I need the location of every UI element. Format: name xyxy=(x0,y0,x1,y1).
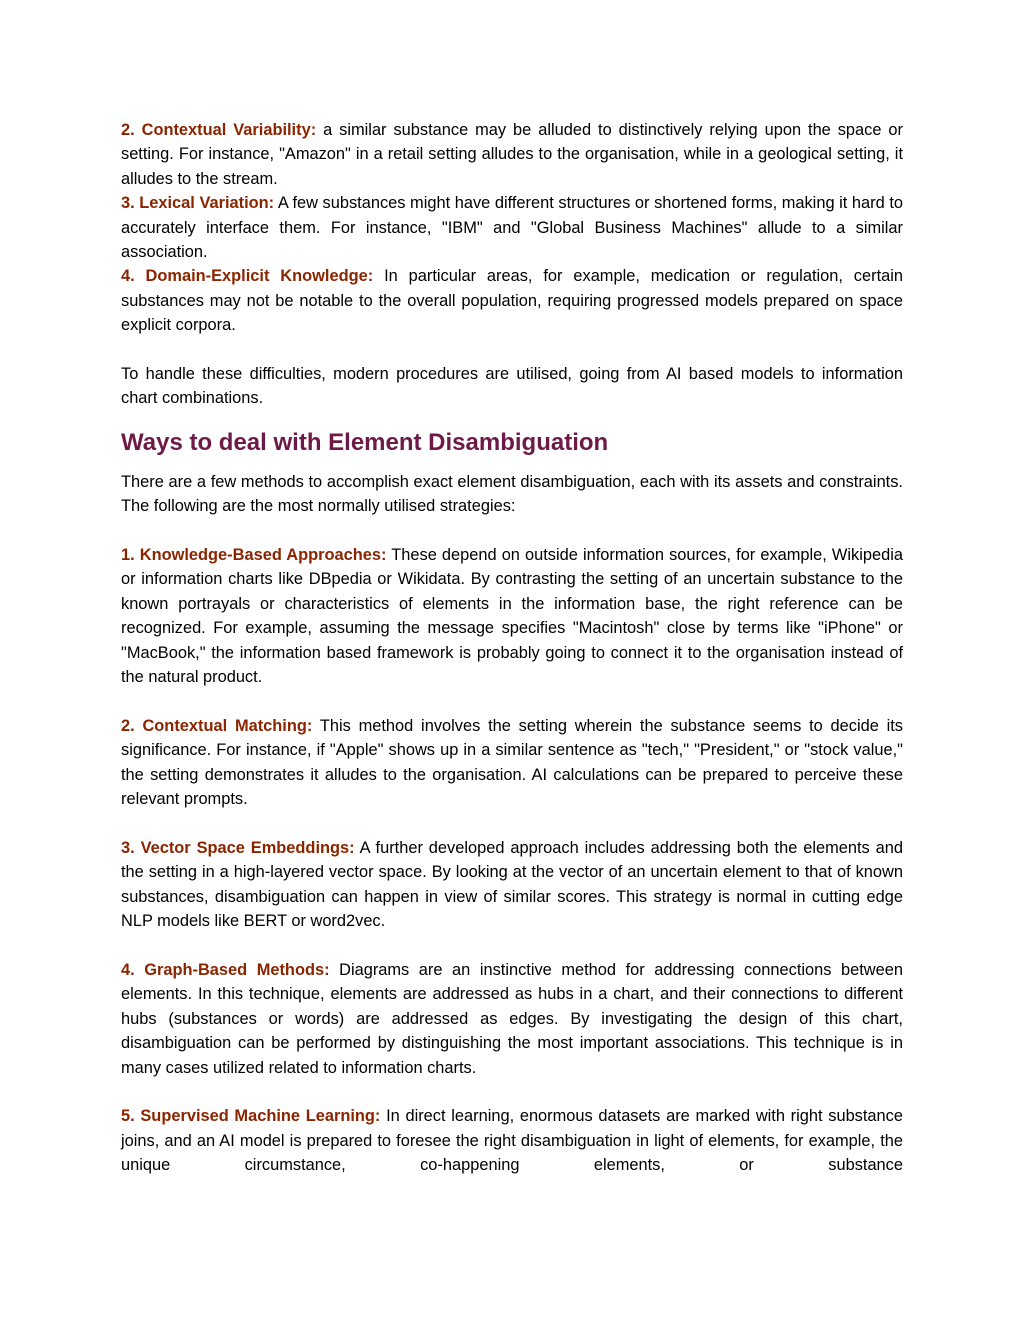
approach-contextual-matching xyxy=(121,714,903,812)
item-text: In direct learning, enormous datasets are marked with right substance joins, and an AI model is prepared to foresee the right disambiguation in light of elements, for example, the unique circumstance, co-happening elements, or substance xyxy=(121,1107,903,1175)
handle-paragraph: To handle these difficulties, modern procedures are utilised, going from AI based models to information chart combinations. xyxy=(121,365,903,408)
challenge-item-lexical-variation xyxy=(121,191,903,264)
approach-knowledge-based xyxy=(121,543,903,689)
item-text: A further developed approach includes addressing both the elements and the setting in a high-layered vector space. By looking at the vector of an uncertain element to that of known substances, disambiguation can happen in view of similar scores. This strategy is normal in cutting edge NLP models like BERT or word2vec. xyxy=(121,838,903,931)
term-label: 3. Vector Space Embeddings: xyxy=(121,838,355,857)
term-label: 2. Contextual Matching: xyxy=(121,716,313,735)
paragraph-gap xyxy=(121,812,903,836)
item-text: a similar substance may be alluded to distinctively relying upon the space or setting. For instance, "Amazon" in a retail setting alludes to the organisation, while in a geological setting, it alludes to the stream. xyxy=(121,121,903,188)
approach-supervised-learning xyxy=(121,1104,903,1177)
item-text: These depend on outside information sources, for example, Wikipedia or information charts like DBpedia or Wikidata. By contrasting the setting of an uncertain substance to the known portrayals or characteristics of elements in the information base, the right reference can be recognized. For example, assuming the message specifies "Macintosh" close by terms like "iPhone" or "MacBook," the information based framework is probably going to connect it to the organisation instead of the natural product. xyxy=(121,546,903,687)
document-page xyxy=(121,118,903,1178)
item-text: In particular areas, for example, medication or regulation, certain substances may not be notable to the overall population, requiring progressed models prepared on space explicit corpora. xyxy=(121,267,904,335)
item-text: A few substances might have different structures or shortened forms, making it hard to accurately interface them. For instance, "IBM" and "Global Business Machines" allude to a similar association. xyxy=(121,194,904,262)
challenge-item-domain-knowledge xyxy=(121,264,903,337)
paragraph-gap xyxy=(121,338,903,362)
section-heading: Ways to deal with Element Disambiguation xyxy=(121,428,609,456)
approach-vector-space xyxy=(121,836,903,934)
term-label: 4. Graph-Based Methods: xyxy=(121,960,330,979)
section-intro: There are a few methods to accomplish exact element disambiguation, each with its assets and constraints. The following are the most normally utilised strategies: xyxy=(121,472,903,516)
term-label: 1. Knowledge-Based Approaches: xyxy=(121,546,387,565)
paragraph-gap xyxy=(121,690,903,714)
item-text: Diagrams are an instinctive method for addressing connections between elements. In this technique, elements are addressed as hubs in a chart, and their connections to different hubs (substances or words) are addressed as edges. By investigating the design of this chart, disambiguation can be performed by distinguishing the most important associations. This technique is in many cases utilized related to information charts. xyxy=(121,960,903,1077)
approach-graph-based xyxy=(121,958,903,1080)
term-label: 5. Supervised Machine Learning: xyxy=(121,1107,381,1126)
paragraph-gap xyxy=(121,519,903,543)
term-label: 3. Lexical Variation: xyxy=(121,194,275,213)
paragraph-gap xyxy=(121,1080,903,1104)
challenge-item-contextual-variability xyxy=(121,118,903,191)
term-label: 4. Domain-Explicit Knowledge: xyxy=(121,267,374,286)
term-label: 2. Contextual Variability: xyxy=(121,121,317,139)
paragraph-gap xyxy=(121,934,903,958)
item-text: This method involves the setting wherein the substance seems to decide its significance. For instance, if "Apple" shows up in a similar sentence as "tech," "President," or "stock value," the setting demonstrates it alludes to the organisation. AI calculations can be prepared to perceive these relevant prompts. xyxy=(121,716,904,809)
